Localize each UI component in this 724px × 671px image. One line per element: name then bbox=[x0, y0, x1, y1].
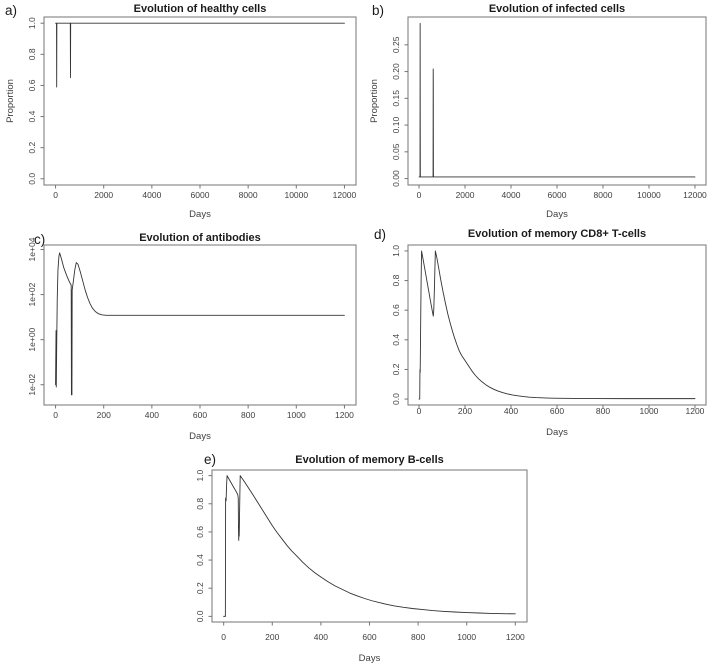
x-tick-label: 800 bbox=[595, 406, 611, 416]
x-axis-title: Days bbox=[546, 209, 568, 220]
x-tick-label: 4000 bbox=[142, 190, 162, 200]
x-tick-label: 0 bbox=[221, 632, 227, 642]
y-tick-label: 0.6 bbox=[195, 526, 205, 538]
x-tick-label: 800 bbox=[411, 632, 426, 642]
x-tick-label: 400 bbox=[313, 632, 328, 642]
x-tick-label: 2000 bbox=[94, 190, 114, 200]
x-tick-label: 1000 bbox=[639, 406, 659, 416]
y-tick-label: 0.6 bbox=[27, 79, 37, 92]
plot-box bbox=[44, 245, 356, 405]
x-tick-label: 10000 bbox=[284, 190, 309, 200]
y-tick-label: 0.8 bbox=[195, 497, 205, 510]
chart-title: Evolution of healthy cells bbox=[133, 3, 267, 15]
panel-letter-c: c) bbox=[34, 232, 46, 247]
y-tick-label: 0.4 bbox=[27, 110, 37, 123]
x-tick-label: 1000 bbox=[457, 632, 477, 642]
y-tick-label: 0.10 bbox=[391, 116, 401, 134]
chart-svg-d bbox=[362, 222, 724, 450]
series-line-e bbox=[224, 476, 516, 617]
x-axis-title: Days bbox=[546, 427, 568, 438]
chart-title: Evolution of memory CD8+ T-cells bbox=[467, 228, 647, 240]
x-tick-label: 1200 bbox=[685, 406, 705, 416]
y-tick-label: 1.0 bbox=[27, 17, 37, 30]
x-tick-label: 4000 bbox=[501, 190, 521, 200]
series-line-a bbox=[56, 23, 345, 87]
y-tick-label: 0.05 bbox=[391, 143, 401, 161]
x-tick-label: 1000 bbox=[286, 410, 306, 420]
y-tick-label: 1e-02 bbox=[27, 373, 37, 396]
y-tick-label: 1e+00 bbox=[27, 327, 37, 352]
plot-box bbox=[44, 17, 356, 185]
x-tick-label: 400 bbox=[503, 406, 519, 416]
y-tick-label: 0.0 bbox=[27, 172, 37, 185]
panel-antibodies bbox=[0, 222, 362, 450]
x-tick-label: 0 bbox=[416, 190, 422, 200]
x-tick-label: 200 bbox=[265, 632, 280, 642]
y-tick-label: 0.0 bbox=[391, 393, 401, 405]
chart-title: Evolution of antibodies bbox=[139, 232, 261, 244]
y-tick-label: 0.15 bbox=[391, 90, 401, 107]
x-tick-label: 12000 bbox=[332, 190, 357, 200]
panel-letter-a: a) bbox=[5, 3, 18, 18]
y-tick-label: 0.8 bbox=[27, 48, 37, 61]
chart-svg-c bbox=[0, 222, 362, 450]
chart-title: Evolution of memory B-cells bbox=[295, 454, 444, 466]
x-tick-label: 6000 bbox=[190, 190, 210, 200]
x-tick-label: 200 bbox=[96, 410, 111, 420]
chart-svg-e bbox=[180, 448, 544, 671]
panel-letter-d: d) bbox=[374, 227, 387, 242]
x-tick-label: 600 bbox=[192, 410, 208, 420]
y-tick-label: 0.25 bbox=[391, 36, 401, 54]
x-tick-label: 12000 bbox=[683, 190, 707, 200]
plot-box bbox=[212, 470, 527, 622]
x-tick-label: 600 bbox=[549, 406, 565, 416]
x-axis-title: Days bbox=[189, 431, 211, 442]
chart-svg-a bbox=[0, 0, 362, 222]
x-tick-label: 600 bbox=[362, 632, 377, 642]
y-tick-label: 0.2 bbox=[391, 363, 401, 376]
panel-memory-b-cells bbox=[180, 448, 544, 671]
y-tick-label: 0.8 bbox=[391, 274, 401, 287]
x-axis-title: Days bbox=[358, 653, 381, 664]
y-tick-label: 0.6 bbox=[391, 304, 401, 317]
x-tick-label: 1200 bbox=[505, 632, 525, 642]
series-line-c bbox=[56, 253, 345, 395]
y-tick-label: 1.0 bbox=[391, 245, 401, 257]
y-tick-label: 0.4 bbox=[391, 333, 401, 346]
y-tick-label: 0.4 bbox=[195, 554, 205, 566]
x-tick-label: 2000 bbox=[455, 190, 475, 200]
panel-letter-b: b) bbox=[372, 3, 385, 18]
y-tick-label: 1.0 bbox=[195, 469, 205, 482]
y-tick-label: 1e+04 bbox=[27, 237, 37, 262]
x-tick-label: 0 bbox=[416, 406, 422, 416]
x-tick-label: 1200 bbox=[334, 410, 354, 420]
y-tick-label: 0.2 bbox=[27, 141, 37, 154]
x-tick-label: 0 bbox=[53, 410, 58, 420]
series-line-b bbox=[419, 23, 695, 177]
x-tick-label: 200 bbox=[457, 406, 473, 416]
x-tick-label: 8000 bbox=[238, 190, 258, 200]
panel-healthy-cells bbox=[0, 0, 362, 222]
chart-title: Evolution of infected cells bbox=[488, 3, 626, 15]
x-tick-label: 800 bbox=[241, 410, 256, 420]
y-axis-title: Proportion bbox=[369, 79, 380, 123]
y-tick-label: 0.2 bbox=[195, 582, 205, 595]
plot-box bbox=[408, 17, 706, 185]
y-tick-label: 1e+02 bbox=[27, 282, 37, 307]
chart-svg-b bbox=[362, 0, 724, 222]
x-tick-label: 400 bbox=[144, 410, 159, 420]
plot-box bbox=[408, 245, 706, 405]
panel-infected-cells bbox=[362, 0, 724, 222]
y-tick-label: 0.0 bbox=[195, 610, 205, 623]
panel-letter-e: e) bbox=[204, 452, 217, 467]
panel-memory-cd8-t-cells bbox=[362, 222, 724, 450]
x-tick-label: 0 bbox=[53, 190, 58, 200]
series-line-d bbox=[419, 251, 695, 399]
x-tick-label: 10000 bbox=[637, 190, 661, 200]
x-tick-label: 8000 bbox=[593, 190, 613, 200]
y-tick-label: 0.20 bbox=[391, 63, 401, 80]
y-axis-title: Proportion bbox=[5, 79, 16, 123]
y-tick-label: 0.00 bbox=[391, 170, 401, 187]
x-tick-label: 6000 bbox=[547, 190, 567, 200]
x-axis-title: Days bbox=[189, 209, 211, 220]
